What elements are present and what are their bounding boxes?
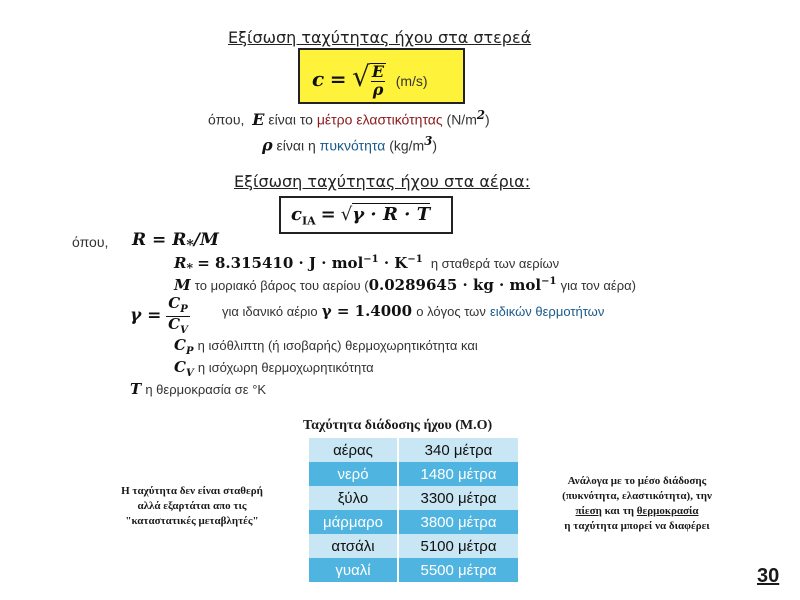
table-row xyxy=(309,462,518,486)
Rstar-exp1: −1 xyxy=(363,254,379,265)
Rstar-text: η σταθερά των αερίων xyxy=(430,256,560,271)
table-row xyxy=(309,534,518,558)
right-note-line: (πυκνότητα, ελαστικότητα), την xyxy=(562,490,712,502)
gamma-num-sub: P xyxy=(180,304,188,315)
where-label: όπου, xyxy=(208,111,245,128)
formula-denominator: ρ xyxy=(372,79,384,99)
T-text: η θερμοκρασία σε °K xyxy=(145,382,267,397)
M-symbol: M xyxy=(174,276,191,294)
table-cell-speed: 5100 μέτρα xyxy=(397,534,518,558)
solids-formula xyxy=(312,60,428,99)
table-cell-speed: 3300 μέτρα xyxy=(397,486,518,510)
right-note-line xyxy=(530,504,744,519)
formula-equals-gas: = xyxy=(320,204,336,225)
rho-unit-sup: 3 xyxy=(424,134,433,148)
E-unit: (N/m xyxy=(446,111,477,128)
table-title: Ταχύτητα διάδοσης ήχου (Μ.Ο) xyxy=(303,418,493,433)
formula-fraction xyxy=(370,63,386,99)
R-def-rest: /M xyxy=(193,230,219,250)
right-note-line: η ταχύτητα μπορεί να διαφέρει xyxy=(564,520,710,532)
E-term: μέτρο ελαστικότητας xyxy=(316,111,443,128)
gamma-term: ειδικών θερμοτήτων xyxy=(490,304,605,319)
gases-formula-box xyxy=(279,196,453,234)
table-row xyxy=(309,486,518,510)
gamma-fraction xyxy=(166,296,190,336)
table-row xyxy=(309,438,518,462)
right-note xyxy=(530,474,744,534)
cp-sub: P xyxy=(185,346,194,357)
right-note-conj: και τη xyxy=(601,505,637,517)
gases-where-label: όπου, xyxy=(72,234,109,250)
gamma-text2: ο λόγος των xyxy=(416,304,486,319)
E-text: είναι το xyxy=(268,111,313,128)
left-note xyxy=(100,484,284,529)
table-row xyxy=(309,558,518,582)
R-def-sub: * xyxy=(186,237,194,254)
cp-symbol: C xyxy=(174,336,186,354)
table-row xyxy=(309,510,518,534)
solids-E-line xyxy=(208,108,490,129)
E-unit-close: ) xyxy=(484,111,490,128)
cv-text: η ισόχωρη θερμοχωρητικότητα xyxy=(197,360,374,375)
pressure-term: πίεση xyxy=(575,505,602,517)
table-cell-speed: 1480 μέτρα xyxy=(397,462,518,486)
cv-symbol: C xyxy=(174,358,186,376)
table-cell-medium: ατσάλι xyxy=(309,534,397,558)
gamma-value: γ = 1.4000 xyxy=(321,302,413,320)
Rstar-sub: * xyxy=(186,260,194,275)
E-unit-sup: 2 xyxy=(476,108,485,122)
Rstar-line xyxy=(174,254,559,275)
formula-cIA: c xyxy=(291,204,302,225)
Rstar-value: = 8.315410 · J · mol xyxy=(197,254,364,272)
left-note-line: αλλά εξαρτάται απο τις xyxy=(137,500,247,512)
formula-c: c xyxy=(312,67,325,91)
solids-rho-line xyxy=(262,134,437,155)
table-cell-speed: 3800 μέτρα xyxy=(397,510,518,534)
gases-title: Εξίσωση ταχύτητας ήχου στα αέρια: xyxy=(234,172,531,191)
gamma-line xyxy=(130,296,190,336)
page-number: 30 xyxy=(757,565,780,587)
left-note-line: "καταστατικές μεταβλητές" xyxy=(125,515,259,527)
gamma-den-sub: V xyxy=(180,324,188,336)
formula-radicand: γ · R · T xyxy=(352,204,431,225)
gamma-lhs: γ = xyxy=(130,305,162,326)
Rstar-symbol: R xyxy=(174,254,187,272)
table-cell-speed: 5500 μέτρα xyxy=(397,558,518,582)
R-definition xyxy=(132,230,219,253)
cp-text: η ισόθλιπτη (ή ισοβαρής) θερμοχωρητικότητα και xyxy=(197,338,478,353)
formula-equals: = xyxy=(329,67,347,91)
gases-formula xyxy=(291,204,430,228)
rho-text: είναι η xyxy=(276,137,316,154)
cv-line xyxy=(174,358,374,379)
sqrt-icon: √ xyxy=(352,60,370,93)
formula-numerator: E xyxy=(371,61,385,81)
M-exp: −1 xyxy=(541,276,557,287)
Rstar-mid: · K xyxy=(378,254,408,272)
T-symbol: T xyxy=(130,380,142,398)
formula-unit: (m/s) xyxy=(395,73,428,89)
cp-line xyxy=(174,336,478,357)
rho-unit: (kg/m xyxy=(389,137,425,154)
table-cell-medium: ξύλο xyxy=(309,486,397,510)
M-line xyxy=(174,276,636,294)
gamma-text: για ιδανικό αέριο xyxy=(222,304,318,319)
table-cell-medium: μάρμαρο xyxy=(309,510,397,534)
table-cell-medium: γυαλί xyxy=(309,558,397,582)
gamma-den: C xyxy=(168,314,181,333)
gamma-num: C xyxy=(168,294,181,312)
right-note-line: Ανάλογα με το μέσο διάδοσης xyxy=(567,475,707,487)
sqrt-icon-gas: √ xyxy=(340,204,353,225)
speed-table xyxy=(309,438,518,582)
table-cell-medium: αέρας xyxy=(309,438,397,462)
rho-unit-close: ) xyxy=(432,137,437,154)
E-symbol: E xyxy=(252,109,265,129)
rho-symbol: ρ xyxy=(262,135,273,155)
rho-term: πυκνότητα xyxy=(319,137,386,154)
cv-sub: V xyxy=(185,368,194,379)
table-cell-speed: 340 μέτρα xyxy=(397,438,518,462)
T-line xyxy=(130,380,266,398)
Rstar-exp2: −1 xyxy=(407,254,423,265)
gamma-description xyxy=(222,302,604,320)
M-text: το μοριακό βάρος του αερίου ( xyxy=(194,278,369,293)
formula-cIA-sub: IA xyxy=(301,214,316,228)
table-cell-medium: νερό xyxy=(309,462,397,486)
solids-formula-box xyxy=(298,48,465,104)
M-text2: για τον αέρα) xyxy=(560,278,636,293)
R-def-main: R = R xyxy=(132,230,187,250)
left-note-line: Η ταχύτητα δεν είναι σταθερή xyxy=(121,485,263,497)
solids-title: Εξίσωση ταχύτητας ήχου στα στερεά xyxy=(228,28,532,47)
temperature-term: θερμοκρασία xyxy=(636,505,699,517)
M-value: 0.0289645 · kg · mol xyxy=(368,276,542,294)
